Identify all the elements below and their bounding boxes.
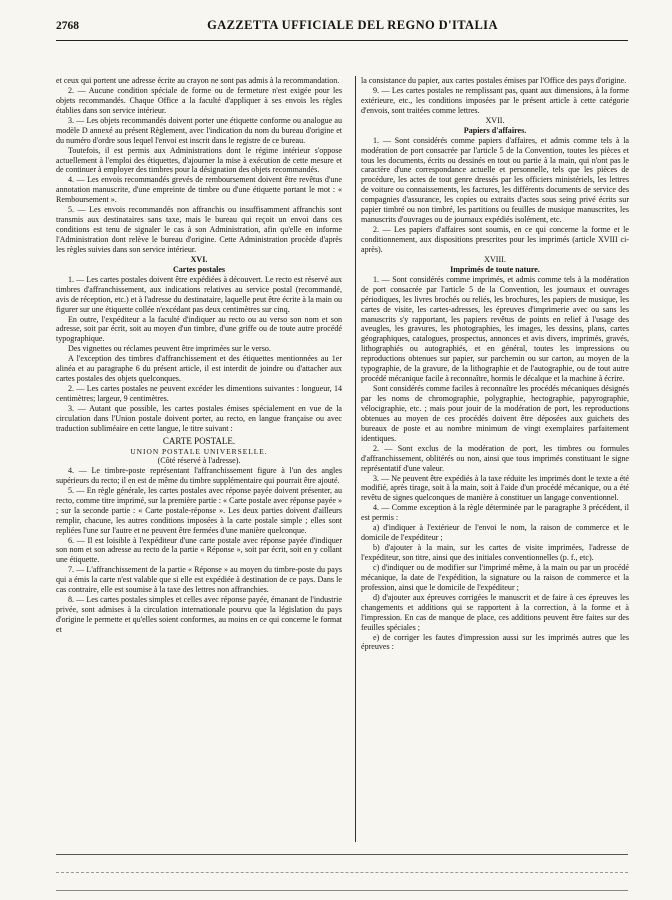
list-item: b) d'ajouter à la main, sur les cartes de visite imprimées, l'adresse de l'expéditeur, son titre, ainsi que des initiales conventionnelles (p. f., etc). xyxy=(361,543,629,562)
union-title: UNION POSTALE UNIVERSELLE. xyxy=(130,446,268,456)
card-title: CARTE POSTALE. xyxy=(162,435,236,446)
section-title: Papiers d'affaires. xyxy=(463,125,527,135)
paragraph: 2. — Aucune condition spéciale de forme ou de fermeture n'est exigée pour les objets recommandés. Chaque Office a la faculté d'appliquer à ses envois les règles établies dans son service intérieur. xyxy=(56,85,342,115)
paragraph: 5. — En règle générale, les cartes postales avec réponse payée doivent présenter, au recto, comme titre imprimé, sur la première partie : « Carte postale avec réponse payée » ; sur la seconde partie : « Carte postale-réponse ». Les deux parties doivent d'ailleurs remplir, chacune, les autres conditions imposées à la carte postale simple ; elles sont repliées l'une sur l'autre et ne peuvent être fermées d'une manière quelconque. xyxy=(56,485,342,535)
paragraph: A l'exception des timbres d'affranchissement et des étiquettes mentionnées au 1er alinéa et au paragraphe 6 du présent article, il est interdit de joindre ou d'attacher aux cartes postales des objets quelconques. xyxy=(56,354,342,384)
paragraph: la consistance du papier, aux cartes postales émises par l'Office des pays d'origine. xyxy=(361,76,627,85)
column-divider xyxy=(355,76,356,842)
paragraph: Toutefois, il est permis aux Administrations dont le régime intérieur s'oppose actuellement à l'emploi des étiquettes, d'ajourner la mise à exécution de cette mesure et de continuer à employer des timbres pour la désignation des objets recommandés. xyxy=(56,145,342,175)
list-item: a) d'indiquer à l'extérieur de l'envoi le nom, la raison de commerce et le domicile de l'expéditeur ; xyxy=(361,523,629,543)
paragraph: 1. — Sont considérés comme papiers d'affaires, et admis comme tels à la modération de port consacrée par l'article 5 de la Convention, toutes les pièces et tous les documents, écrits ou dessinés en tout ou partie à la main, qui n'ont pas le caractère d'une correspondance actuelle et personnelle, tels que les pièces de procédure, les actes de tout genre dressés par les officiers ministériels, les lettres de voiture ou connaissements, les factures, les différents documents de service des compagnies d'assurance, les copies ou extraits d'actes sous seing privé écrits sur papier timbré ou non timbré, les partitions ou feuilles de musique manuscrites, les manuscrits d'ouvrages ou de journaux expédiés isolément, etc. xyxy=(361,135,629,225)
paragraph: En outre, l'expéditeur a la faculté d'indiquer au recto ou au verso son nom et son adresse, soit par écrit, soit au moyen d'un timbre, d'une griffe ou de toute autre procédé typographique. xyxy=(56,314,342,344)
footer-rule xyxy=(56,872,628,873)
list-item: e) de corriger les fautes d'impression aussi sur les imprimés autres que les épreuves : xyxy=(361,632,629,652)
paragraph: 1. — Sont considérés comme imprimés, et admis comme tels à la modération de port consacrée par l'article 5 de la Convention, les journaux et ouvrages périodiques, les livres brochés ou reliés, les brochures, les papiers de musique, les cartes de visite, les cartes-adresses, les épreuves d'imprimerie avec ou sans les manuscrits s'y rapportant, les papiers revêtus de points en relief à l'usage des aveugles, les gravures, les photographies, les images, les dessins, plans, cartes géographiques, catalogues, prospectus, annonces et avis divers, imprimés, gravés, lithographiés ou autographiés, et en général, toutes les impressions ou reproductions obtenues sur papier, sur parchemin ou sur carton, au moyen de la typographie, de la gravure, de la lithographie et de l'autographie, ou de tout autre procédé mécanique facile à reconnaître, hormis le décalque et la machine à écrire. xyxy=(361,274,629,384)
paragraph: 2. — Les cartes postales ne peuvent excéder les dimentions suivantes : longueur, 14 centimètres; largeur, 9 centimètres. xyxy=(56,384,342,403)
paragraph: 5. — Les envois recommandés non affranchis ou insuffisamment affranchis sont transmis aux destinataires sans taxe, mais le bureau qui reçoit un envoi dans ces conditions est tenu de signaler le cas à son Administration, afin qu'elle en informe l'Administration dont relève le bureau d'origine. Cette Administration procède d'après les règles suivies dans son service intérieur. xyxy=(56,205,342,254)
paragraph: 4. — Comme exception à la règle déterminée par le paragraphe 3 précédent, il est permis : xyxy=(361,503,629,523)
section-number: XVI. xyxy=(190,254,208,264)
list-item: d) d'ajouter aux épreuves corrigées le manuscrit et de faire à ces épreuves les changements et additions qui se rapportent à la correction, à la forme et à l'impression. En cas de manque de place, ces additions peuvent être faites sur des feuilles spéciales ; xyxy=(361,592,629,632)
section-title: Imprimés de toute nature. xyxy=(450,264,540,274)
paragraph: 7. — L'affranchissement de la partie « Réponse » au moyen du timbre-poste du pays qui a émis la carte n'est valable que si elle est expédiée à destination de ce pays. Dans le cas contraire, elle est soumise à la taxe des lettres non affranchies. xyxy=(56,565,342,595)
paragraph: 3. — Les objets recommandés doivent porter une étiquette conforme ou analogue au modèle D annexé au présent Règlement, avec l'indication du nom du bureau d'origine et du numéro d'ordre sous lequel l'envoi est inscrit dans le registre de ce bureau. xyxy=(56,115,342,145)
paragraph: 1. — Les cartes postales doivent être expédiées à découvert. Le recto est réservé aux timbres d'affranchissement, aux indications relatives au service postal (recommandé, avis de réception, etc.) et à l'adresse du destinataire, laquelle peut être écrite à la main ou figurer sur une étiquette collée n'excédant pas deux centimètres sur cinq. xyxy=(56,274,342,314)
header-rule xyxy=(56,40,628,41)
paragraph: Sont considérés comme faciles à reconnaître les procédés mécaniques désignés par les noms de chromographie, polygraphie, hectographie, papyrographie, vélocigraphie, etc. ; mais pour jouir de la modération de port, les reproductions obtenues au moyen de ces procédés doivent être déposées aux guichets des bureaux de poste et au nombre minimum de vingt exemplaires parfaitement identiques. xyxy=(361,384,629,443)
section-title: Cartes postales xyxy=(172,264,226,274)
paragraph: Des vignettes ou réclames peuvent être imprimées sur le verso. xyxy=(68,344,271,354)
section-number: XVII. xyxy=(485,115,505,125)
list-item: c) d'indiquer ou de modifier sur l'imprimé même, à la main ou par un procédé mécanique, la date de l'expédition, la signature ou la raison de commerce et la profession, ainsi que le domicile de l'expéditeur ; xyxy=(361,562,629,592)
paragraph: 4. — Le timbre-poste représentant l'affranchissement figure à l'un des angles supérieurs du recto; il en est de même du timbre supplémentaire qui pourrait être ajouté. xyxy=(56,465,342,485)
card-note: (Côté réservé à l'adresse). xyxy=(157,456,241,465)
paragraph: 8. — Les cartes postales simples et celles avec réponse payée, émanant de l'industrie privée, sont admises à la circulation internationale pourvu que la législation du pays d'origine le permette et qu'elles soient conformes, au moins en ce qui concerne le format et xyxy=(56,595,342,634)
section-number: XVIII. xyxy=(484,254,506,264)
right-column xyxy=(361,76,629,846)
paragraph: 3. — Autant que possible, les cartes postales émises spécialement en vue de la circulation dans l'Union postale doivent porter, au recto, en langue française ou avec traduction subliméaire en cette langue, le titre suivant : xyxy=(56,403,342,433)
footer-rule xyxy=(56,890,628,891)
paragraph: 4. — Les envois recommandés grevés de remboursement doivent être revêtus d'une annotation manuscrite, d'une empreinte de timbre ou d'une étiquette portant le mot : « Remboursement ». xyxy=(56,175,342,205)
publication-title: GAZZETTA UFFICIALE DEL REGNO D'ITALIA xyxy=(207,18,498,32)
paragraph: et ceux qui portent une adresse écrite au crayon ne sont pas admis à la recommandation. xyxy=(56,76,340,85)
footer-rule xyxy=(56,854,628,855)
paragraph: 6. — Il est loisible à l'expéditeur d'une carte postale avec réponse payée d'indiquer son nom et son adresse au recto de la partie « Réponse », soit par écrit, soit en y collant une étiquette. xyxy=(56,535,342,565)
paragraph: 2. — Les papiers d'affaires sont soumis, en ce qui concerne la forme et le conditionnement, aux dispositions prescrites pour les imprimés (article XVIII ci-après). xyxy=(361,225,629,254)
page-number: 2768 xyxy=(56,20,79,32)
paragraph: 2. — Sont exclus de la modération de port, les timbres ou formules d'affranchissement, oblitérés ou non, ainsi que tous imprimés constituant le signe représentatif d'une valeur. xyxy=(361,443,629,473)
page-header xyxy=(56,18,626,40)
paragraph: 3. — Ne peuvent être expédiés à la taxe réduite les imprimés dont le texte a été modifié, après tirage, soit à la main, soit à l'aide d'un procédé mécanique, ou a été revêtu de signes quelconques de manière à constituer un langage conventionnel. xyxy=(361,473,629,503)
paragraph: 9. — Les cartes postales ne remplissant pas, quant aux dimensions, à la forme extérieure, etc., les conditions imposées par le présent article à cette catégorie d'envois, sont traitées comme lettres. xyxy=(361,85,629,115)
left-column xyxy=(56,76,342,846)
